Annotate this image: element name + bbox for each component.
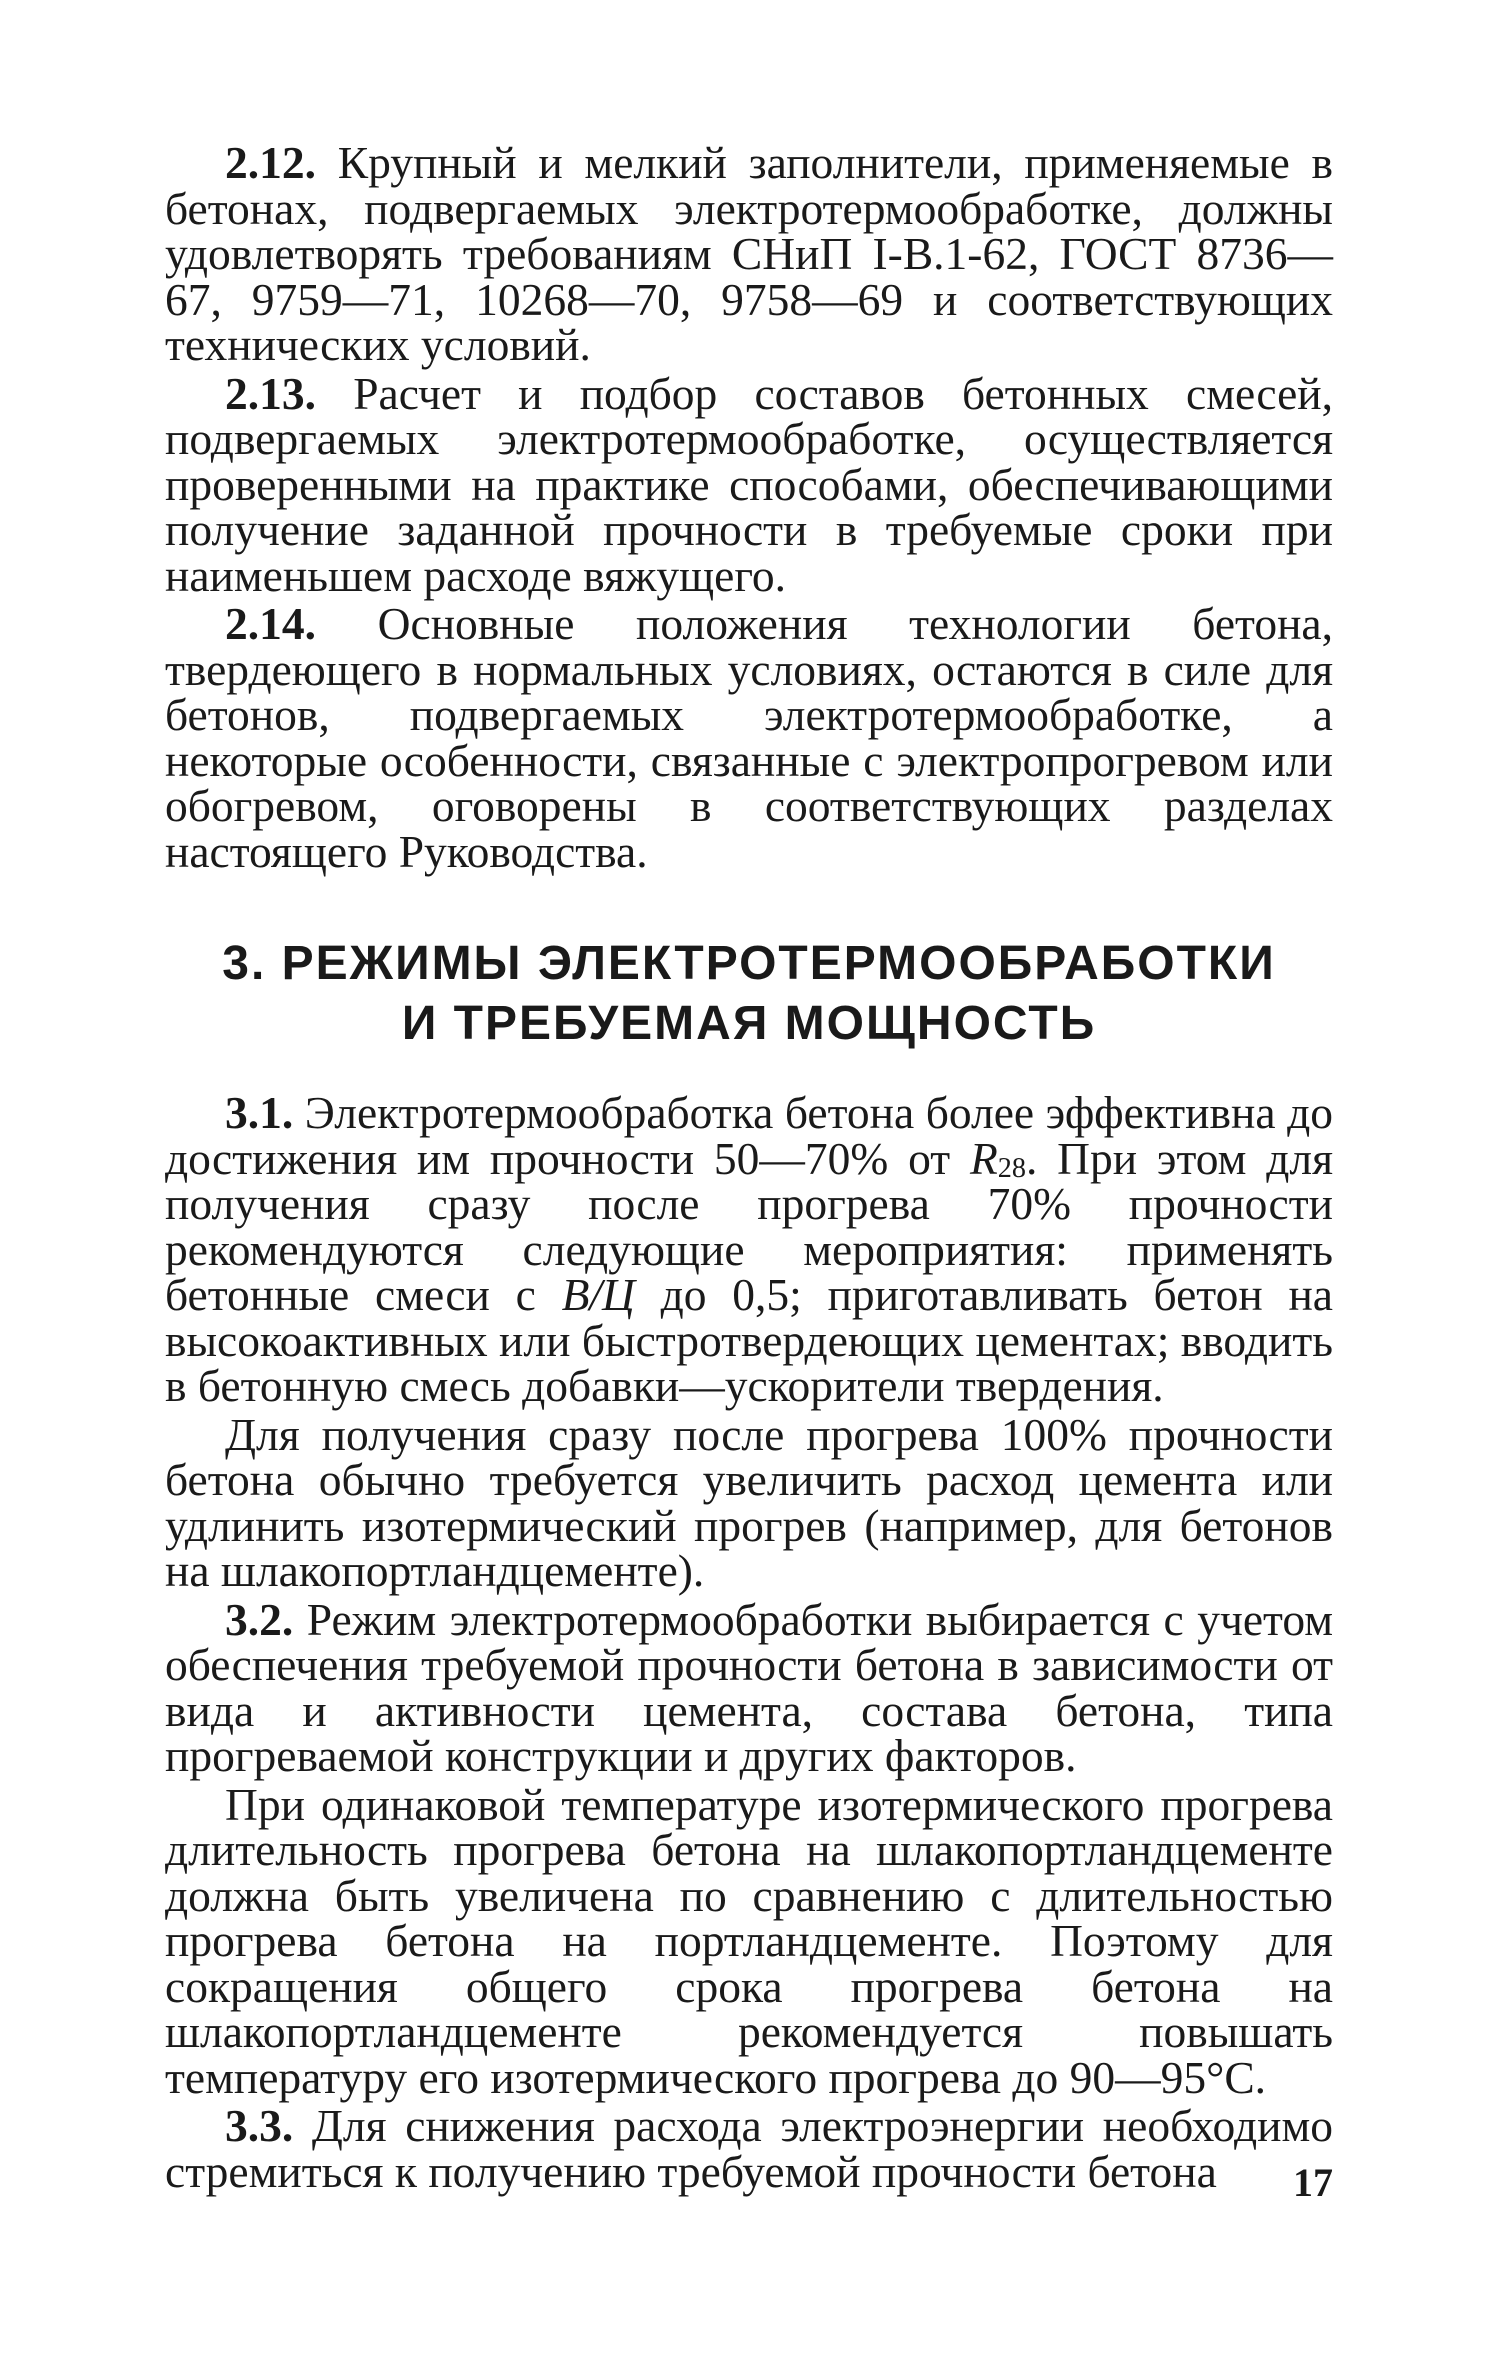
- page-number: 17: [1293, 2160, 1333, 2205]
- water-cement-ratio: В/Ц: [561, 1269, 635, 1320]
- strength-symbol: R: [969, 1132, 998, 1184]
- paragraph-number: 2.13.: [225, 367, 316, 419]
- paragraph-number: 3.2.: [225, 1593, 294, 1645]
- paragraph-number: 3.3.: [225, 2100, 294, 2151]
- paragraph-3-1: [165, 1087, 1334, 1411]
- section-title: [165, 934, 1333, 1054]
- paragraph-number: 3.1.: [225, 1087, 294, 1138]
- paragraph-3-2: [165, 1593, 1333, 1781]
- paragraph-2-14: [165, 598, 1334, 877]
- paragraph-text: При одинаковой температуре изотермического прогрева длительность прогрева бетона на шлакопортландцементе должна быть увеличена по сравнению с длительностью прогрева бетона на портландцементе. Поэтому для сокращения общего срока прогрева бетона на шлакопортландцементе рекомендуется повышать температуру его изотермического прогрева до 90—95°С.: [165, 1778, 1333, 2103]
- paragraph-text-part-b: . При этом для получения сразу после прогрева 70% прочности рекомендуются следующие мероприятия: применять бетонные смеси с: [165, 1132, 1334, 1320]
- paragraph-text-part-c: до 0,5; приготавливать бетон на высокоактивных или быстротвердеющих цементах; вводить в бетонную смесь добавки—ускорители твердения.: [165, 1269, 1333, 1411]
- paragraph-number: 2.12.: [225, 137, 316, 188]
- paragraph-text-part-a: Электротермообработка бетона более эффективна до достижения им прочности 50—70% от: [165, 1087, 1333, 1184]
- paragraph-2-13: [165, 367, 1333, 601]
- paragraph-text: Для снижения расхода электроэнергии необходимо стремиться к получению требуемой прочности бетона: [165, 2100, 1333, 2197]
- section-title-line-1: 3. РЕЖИМЫ ЭЛЕКТРОТЕРМООБРАБОТКИ: [222, 937, 1276, 990]
- paragraph-text: Для получения сразу после прогрева 100% прочности бетона обычно требуется увеличить расход цемента или удлинить изотермический прогрев (например, для бетонов на шлакопортландцементе).: [165, 1408, 1333, 1596]
- document-page: [165, 137, 1334, 2300]
- paragraph-3-2-continued: [165, 1778, 1333, 2103]
- paragraph-2-12: [165, 137, 1334, 370]
- paragraph-text: Основные положения технологии бетона, твердеющего в нормальных условиях, остаются в силе для бетонов, подвергаемых электротермообработке, а некоторые особенности, связанные с электропрогревом или обогревом, оговорены в соответствующих разделах настоящего Руководства.: [165, 598, 1334, 877]
- paragraph-text: Режим электротермообработки выбирается с учетом обеспечения требуемой прочности бетона в зависимости от вида и активности цемента, состава бетона, типа прогреваемой конструкции и других факторов.: [165, 1593, 1333, 1781]
- paragraph-text: Крупный и мелкий заполнители, применяемые в бетонах, подвергаемых электротермообработке, должны удовлетворять требованиям СНиП I-В.1-62, ГОСТ 8736—67, 9759—71, 10268—70, 9758—69 и соответствующих технических условий.: [165, 137, 1334, 370]
- paragraph-text: Расчет и подбор составов бетонных смесей, подвергаемых электротермообработке, осуществляется проверенными на практике способами, обеспечивающими получение заданной прочности в требуемые сроки при наименьшем расходе вяжущего.: [165, 367, 1333, 601]
- section-title-line-2: И ТРЕБУЕМАЯ МОЩНОСТЬ: [401, 997, 1097, 1050]
- paragraph-number: 2.14.: [225, 598, 316, 649]
- paragraph-3-1-continued: [165, 1408, 1333, 1596]
- paragraph-3-3: [165, 2100, 1333, 2197]
- strength-subscript: 28: [997, 1152, 1026, 1184]
